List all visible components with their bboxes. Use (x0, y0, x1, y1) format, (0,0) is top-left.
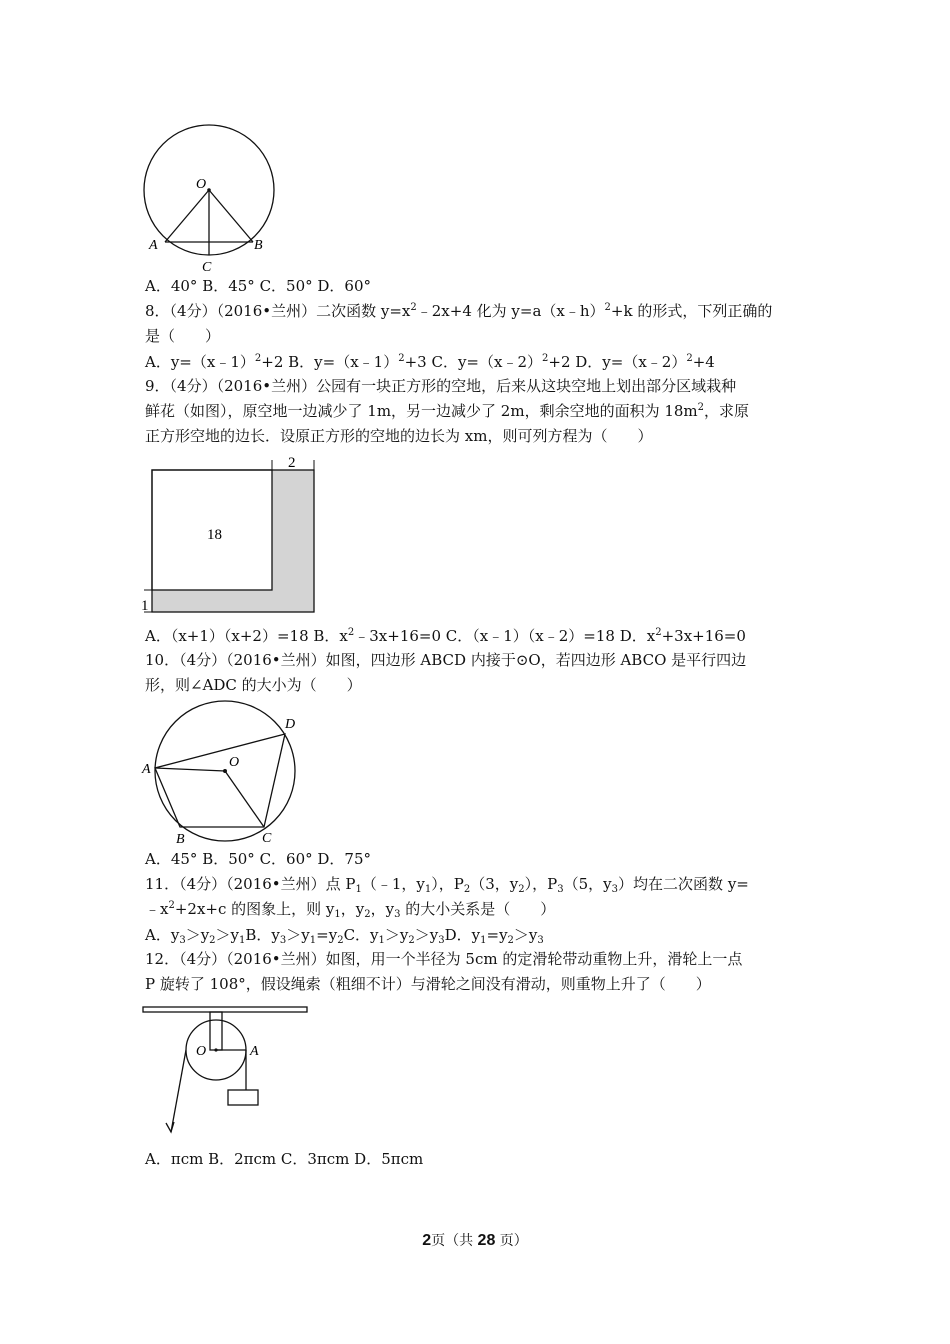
q9-line-3: 正方形空地的边长．设原正方形的空地的边长为 xm，则可列方程为（ ） (145, 427, 653, 445)
q10-segment-ao (155, 768, 225, 771)
q9-line-2: 鲜花（如图），原空地一边减少了 1m，另一边减少了 2m，剩余空地的面积为 $18m^2$，求原 (145, 402, 750, 420)
q10-line-2: 形，则∠ADC 的大小为（ ） (145, 676, 362, 694)
q10-label-a: A (142, 762, 151, 777)
q10-segment-oc (225, 771, 264, 827)
q12-line-2: P 旋转了 108°，假设绳索（粗细不计）与滑轮之间没有滑动，则重物上升了（ ） (145, 975, 711, 993)
q8-line-1: 8．（4分）（2016•兰州）二次函数 $y=x^2﹣2x+4$ 化为 y=a（x﹣h）$^2$+k 的形式，下列正确的 (145, 302, 773, 320)
q10-figure (140, 700, 310, 848)
q11-line-2: $﹣x^2+2x+c$ 的图象上，则 $y_1$，$y_2$，$y_3$ 的大小关系是（ ） (145, 900, 556, 920)
q8-options: A．y=（x﹣1）$^2$+2 B．y=（x﹣1）$^2$+3 C．y=（x﹣2）$^2$+2 D．y=（x﹣2）$^2$+4 (145, 353, 715, 371)
q12-ceiling-bar (143, 1007, 307, 1012)
q7-center-dot (207, 188, 211, 192)
q10-label-d: D (285, 717, 296, 732)
q9-options: A．（x+1）（x+2）=18 B．$x^2﹣3x+16=0$ C．（x﹣1）（x﹣2）=18 D．$x^2+3x+16=0$ (145, 627, 746, 645)
q7-label-o: O (196, 177, 207, 192)
q7-label-c: C (202, 260, 212, 274)
q12-label-a: A (250, 1044, 259, 1059)
q10-label-c: C (262, 831, 272, 846)
q10-quadrilateral-abcd (155, 734, 285, 827)
q10-line-1: 10．（4分）（2016•兰州）如图，四边形 ABCD 内接于⊙O，若四边形 ABCO 是平行四边 (145, 651, 747, 669)
q9-line-1: 9．（4分）（2016•兰州）公园有一块正方形的空地，后来从这块空地上划出部分区域栽种 (145, 377, 737, 395)
q12-bracket (210, 1012, 222, 1050)
q12-center-dot (214, 1048, 217, 1051)
q11-options: A．$y_3>y_2>y_1B$．$y_3>y_1=y_2C$．$y_1>y_2>y_3D$．$y_1=y_2>y_3$ (145, 926, 544, 946)
q7-segment-oa (165, 190, 209, 242)
page-footer: 2页（共 28 页） (422, 1232, 528, 1249)
q12-rope-pull (171, 1050, 186, 1132)
q7-segment-ob (209, 190, 253, 242)
q12-line-1: 12．（4分）（2016•兰州）如图，用一个半径为 5cm 的定滑轮带动重物上升，滑轮上一点 (145, 950, 743, 968)
q9-label-top: 2 (288, 455, 296, 471)
q12-options: A．πcm B．2πcm C．3πcm D．5πcm (145, 1150, 424, 1168)
q11-line-1: 11．（4分）（2016•兰州）点 $P_1(﹣1$，$y_1$），$P_2(3$，$y_2$），$P_3(5$，$y_3$）均在二次函数 y= (145, 875, 749, 895)
q9-figure (140, 450, 325, 618)
q7-label-a: A (149, 238, 158, 253)
q9-label-side: 1 (141, 598, 149, 614)
q12-weight (228, 1090, 258, 1105)
q7-label-b: B (254, 238, 263, 253)
q9-label-area: 18 (207, 527, 222, 543)
q10-center-dot (223, 769, 227, 773)
q10-label-o: O (229, 755, 240, 770)
q9-shaded-region (152, 470, 314, 612)
q10-label-b: B (176, 832, 185, 847)
q10-options: A．45° B．50° C．60° D．75° (145, 850, 372, 868)
q7-figure (140, 122, 285, 274)
q7-options: A．40° B．45° C．50° D．60° (145, 277, 372, 295)
q12-figure (140, 1002, 315, 1140)
q12-label-o: O (196, 1044, 207, 1059)
q8-line-2: 是（ ） (145, 327, 221, 345)
